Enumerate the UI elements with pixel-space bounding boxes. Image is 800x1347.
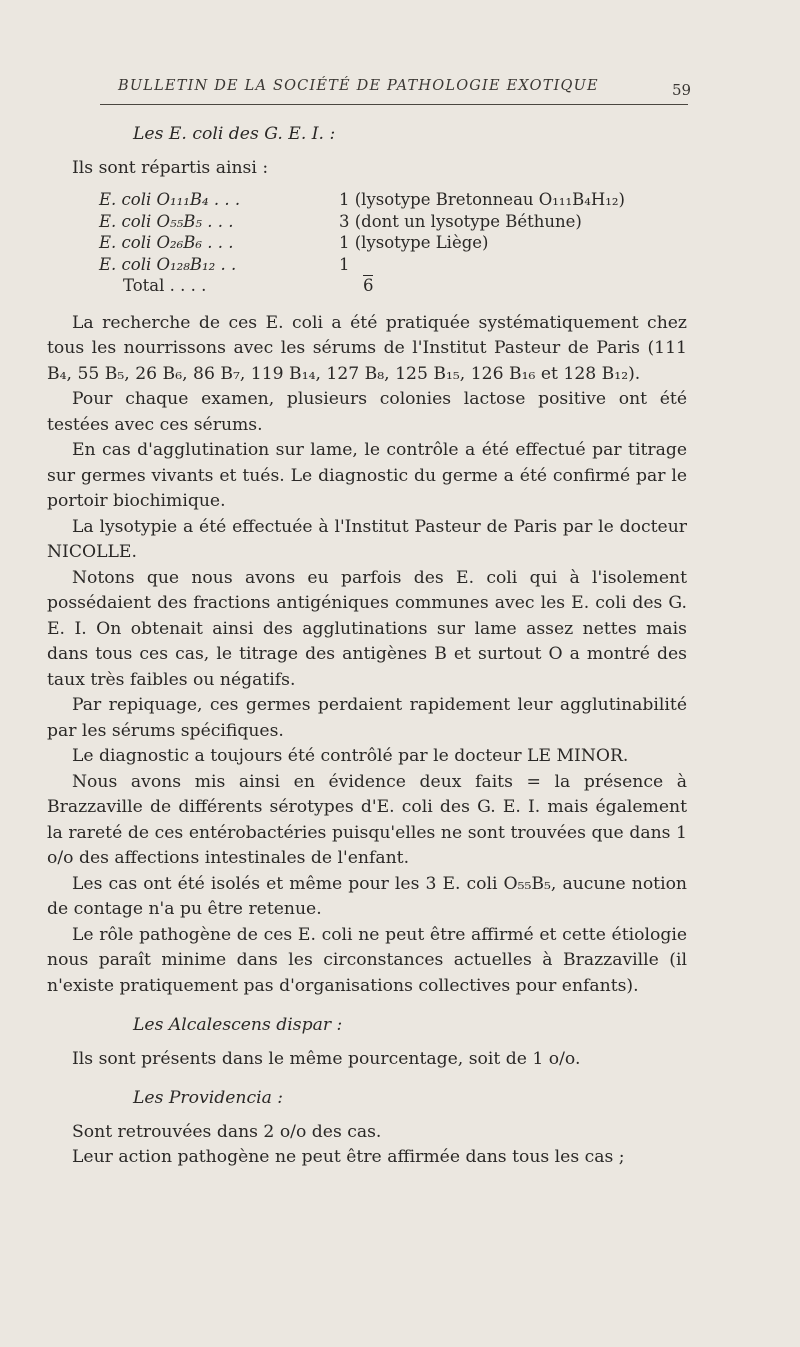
paragraph: En cas d'agglutination sur lame, le contrôle a été effectué par titrage sur germes vivants et tués. Le diagnostic du germe a été confirmé par le portoir biochimique. xyxy=(47,440,687,511)
list-row xyxy=(99,254,687,276)
total-label: Total . . . . xyxy=(123,276,207,295)
list-row xyxy=(99,211,687,233)
paragraph: Sont retrouvées dans 2 o/o des cas. xyxy=(72,1121,382,1142)
paragraph: Leur action pathogène ne peut être affirmée dans tous les cas ; xyxy=(72,1147,625,1167)
list-right: 3 (dont un lysotype Béthune) xyxy=(339,211,582,231)
paragraph: Le rôle pathogène de ces E. coli ne peut être affirmé et cette étiologie nous paraît minime dans les circonstances actuelles à Brazzaville (il n'existe pratiquement pas d'organisations collectives pour enfants). xyxy=(47,924,687,996)
list-left: E. coli O₂₆B₆ . . . xyxy=(99,233,234,252)
list-left: E. coli O₁₂₈B₁₂ . . xyxy=(99,254,237,274)
paragraph: Les cas ont été isolés et même pour les 3 E. coli O₅₅B₅, aucune notion de contage n'a pu être retenue. xyxy=(47,873,687,919)
total-value: 6 xyxy=(363,276,374,295)
header-rule xyxy=(100,104,688,105)
paragraph: Notons que nous avons eu parfois des E. coli qui à l'isolement possédaient des fractions antigéniques communes avec les E. coli des G. E. I. On obtenait ainsi des agglutinations sur lame assez nettes mais dans tous ces cas, le titrage des antigènes B et surtout O a montré des taux très faibles ou négatifs. xyxy=(47,567,687,690)
paragraph: Pour chaque examen, plusieurs colonies lactose positive ont été testées avec ces sérums. xyxy=(47,389,687,435)
page-number: 59 xyxy=(672,81,692,99)
list-right: 1 (lysotype Bretonneau O₁₁₁B₄H₁₂) xyxy=(339,190,625,209)
running-title: BULLETIN DE LA SOCIÉTÉ DE PATHOLOGIE EXOTIQUE xyxy=(118,78,599,94)
paragraph: Le diagnostic a toujours été contrôlé par le docteur LE MINOR. xyxy=(72,746,629,766)
body-text xyxy=(47,118,687,1171)
paragraph: La recherche de ces E. coli a été pratiquée systématiquement chez tous les nourrissons avec les sérums de l'Institut Pasteur de Paris (111 B₄, 55 B₅, 26 B₆, 86 B₇, 119 B₁₄, 127 B₈, 125 B₁₅, 126 B₁₆ et 128 B₁₂). xyxy=(47,312,687,384)
list-left: E. coli O₅₅B₅ . . . xyxy=(99,211,234,231)
list-left: E. coli O₁₁₁B₄ . . . xyxy=(99,190,241,209)
paragraph: La lysotypie a été effectuée à l'Institut Pasteur de Paris par le docteur NICOLLE. xyxy=(47,516,687,562)
section-heading-alcalescens: Les Alcalescens dispar : xyxy=(133,1015,343,1035)
list-intro: Ils sont répartis ainsi : xyxy=(72,157,269,178)
paragraph: Nous avons mis ainsi en évidence deux faits = la présence à Brazzaville de différents sérotypes d'E. coli des G. E. I. mais également la rareté de ces entérobactéries puisqu'elles ne sont trouvées que dans 1 o/o des affections intestinales de l'enfant. xyxy=(47,771,687,868)
list-row xyxy=(99,232,687,254)
section-heading-providencia: Les Providencia : xyxy=(133,1088,284,1108)
total-row xyxy=(99,275,687,297)
section-heading-ecoli: Les E. coli des G. E. I. : xyxy=(133,124,336,144)
serotype-list xyxy=(99,189,687,297)
list-row xyxy=(99,189,687,211)
paragraph: Ils sont présents dans le même pourcentage, soit de 1 o/o. xyxy=(72,1048,581,1069)
list-right: 1 xyxy=(339,254,350,274)
paragraph: Par repiquage, ces germes perdaient rapidement leur agglutinabilité par les sérums spécifiques. xyxy=(47,695,687,741)
list-right: 1 (lysotype Liège) xyxy=(339,233,489,252)
